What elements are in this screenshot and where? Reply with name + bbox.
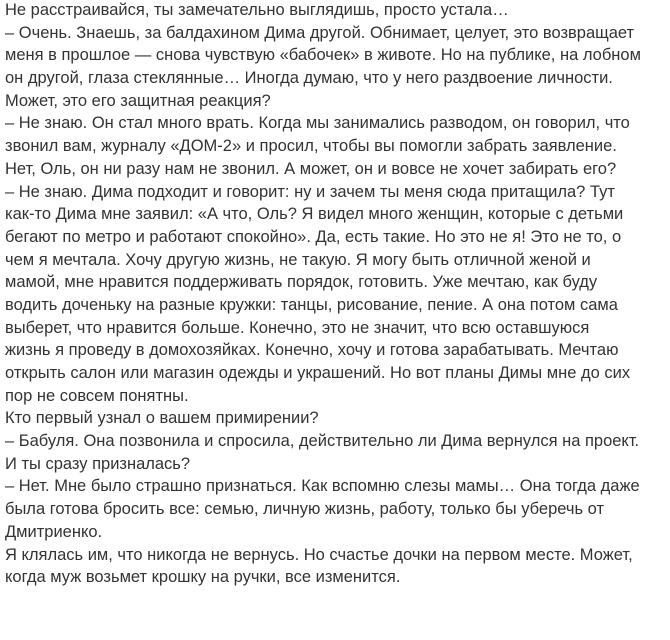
article-line: Кто первый узнал о вашем примирении? bbox=[5, 409, 319, 428]
article-line: – Не знаю. Дима подходит и говорит: ну и зачем ты меня сюда притащила? Тут bbox=[5, 182, 615, 201]
article-line: открыть салон или магазин одежды и украшений. Но вот планы Димы мне до сих bbox=[5, 364, 631, 382]
article-line: он другой, глаза стеклянные… Иногда думаю, что у него раздвоение личности. bbox=[5, 69, 613, 88]
article-line: – Очень. Знаешь, за балдахином Дима другой. Обнимает, целует, это возвращает bbox=[5, 23, 635, 42]
article-line: мамой, мне нравится поддерживать порядок, готовить. Уже мечтаю, как буду bbox=[5, 273, 598, 292]
article-line: Может, это его защитная реакция? bbox=[5, 91, 271, 110]
article-line: И ты сразу призналась? bbox=[5, 454, 191, 473]
article-line: как-то Дима мне заявил: «А что, Оль? Я видел много женщин, которые с детьми bbox=[5, 205, 624, 224]
article-line: была готова бросить все: семью, личную жизнь, работу, только бы уберечь от bbox=[5, 500, 605, 519]
article-line: пор не совсем понятны. bbox=[5, 386, 189, 405]
article-line: Дмитриенко. bbox=[5, 522, 103, 541]
article-line: – Не знаю. Он стал много врать. Когда мы занимались разводом, он говорил, что bbox=[5, 114, 630, 133]
article-line: – Бабуля. Она позвонила и спросила, действительно ли Дима вернулся на проект. bbox=[5, 432, 640, 451]
article-line: когда муж возьмет крошку на ручки, все изменится. bbox=[5, 568, 401, 587]
article-line: Нет, Оль, он ни разу нам не звонил. А может, он и вовсе не хочет забирать его? bbox=[5, 159, 617, 178]
article-line: выберет, что нравится больше. Конечно, это не значит, что всю оставшуюся bbox=[5, 318, 590, 337]
article-line: звонил вам, журналу «ДОМ-2» и просил, чтобы вы помогли забрать заявление. bbox=[5, 137, 617, 156]
article-line: – Нет. Мне было страшно признаться. Как вспомню слезы мамы… Она тогда даже bbox=[5, 477, 640, 496]
article-line: меня в прошлое — снова чувствую «бабочек» в животе. Но на публике, на лобном bbox=[5, 46, 641, 65]
article-line: Я клялась им, что никогда не вернусь. Но счастье дочки на первом месте. Может, bbox=[5, 545, 633, 564]
article-line: водить доченьку на разные кружки: танцы, рисование, пение. А она потом сама bbox=[5, 295, 618, 314]
article-line: Не расстраивайся, ты замечательно выглядишь, просто устала… bbox=[5, 1, 509, 19]
article-line: бегают по метро и работают спокойно». Да, есть такие. Но это не я! Это не то, о bbox=[5, 227, 622, 246]
article-line: чем я мечтала. Хочу другую жизнь, не такую. Я могу быть отличной женой и bbox=[5, 250, 591, 269]
article-line: жизнь я проведу в домохозяйках. Конечно, хочу и готова зарабатывать. Мечтаю bbox=[5, 341, 619, 360]
